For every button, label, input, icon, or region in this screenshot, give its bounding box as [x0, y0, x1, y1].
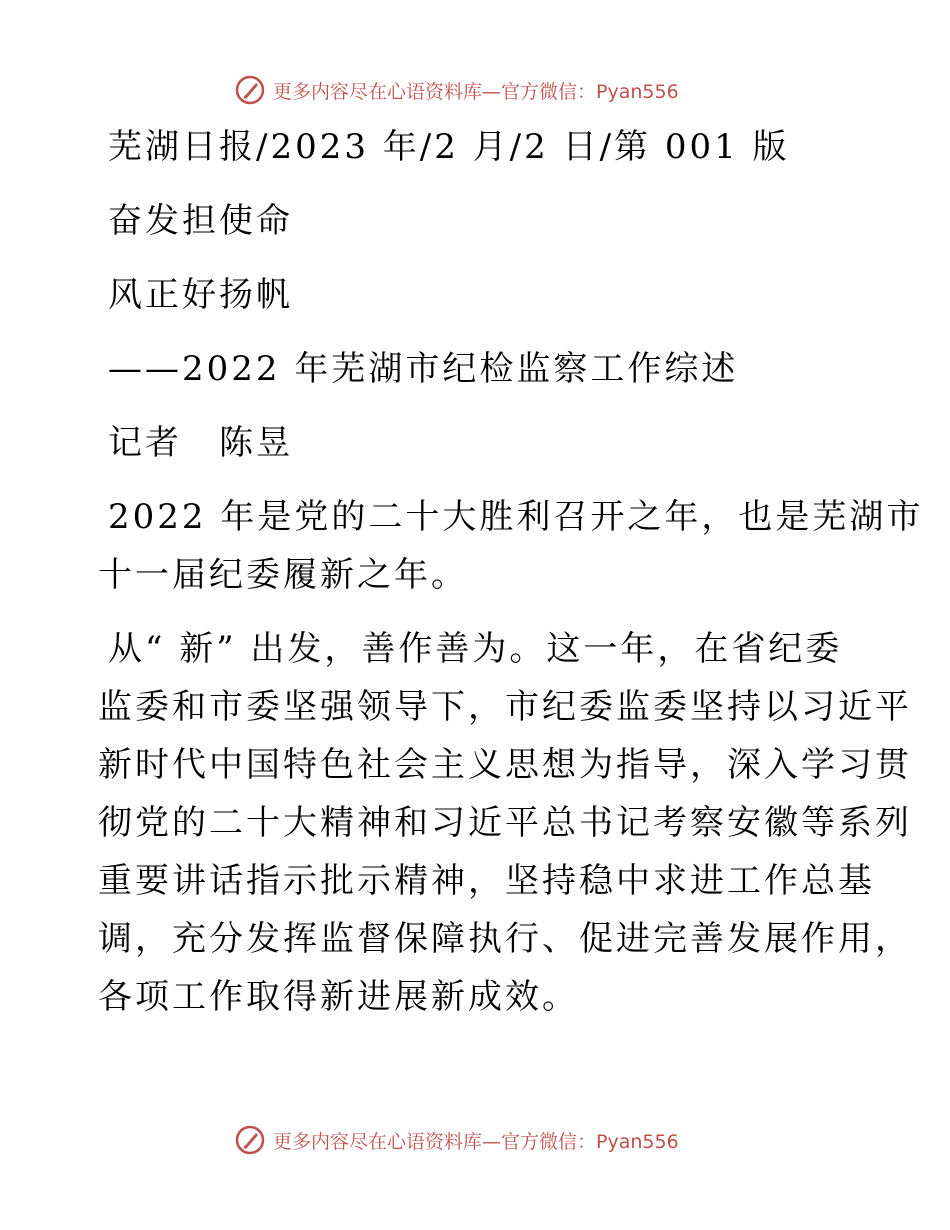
- header-watermark: [235, 72, 679, 108]
- paragraph-2-line-6: 调，充分发挥监督保障执行、促进完善发展作用，: [98, 919, 912, 959]
- paragraph-1-line-1: 2022 年是党的二十大胜利召开之年，也是芜湖市: [108, 497, 924, 537]
- paragraph-2-line-3: 新时代中国特色社会主义思想为指导，深入学习贯: [98, 745, 912, 785]
- paragraph-2-line-1: 从“ 新” 出发，善作善为。这一年，在省纪委: [108, 629, 843, 669]
- headline-line-2: 风正好扬帆: [108, 275, 293, 315]
- quill-logo-icon: [235, 75, 265, 105]
- paragraph-2-line-7: 各项工作取得新进展新成效。: [98, 977, 579, 1017]
- quill-logo-icon: [235, 1125, 265, 1155]
- footer-watermark: [235, 1122, 679, 1158]
- paragraph-2-line-4: 彻党的二十大精神和习近平总书记考察安徽等系列: [98, 803, 912, 843]
- subtitle: ——2022 年芜湖市纪检监察工作综述: [108, 349, 739, 389]
- watermark-text: 更多内容尽在心语资料库—官方微信：Pyan556: [273, 80, 679, 103]
- watermark-text: 更多内容尽在心语资料库—官方微信：Pyan556: [273, 1130, 679, 1153]
- dateline: 芜湖日报/2023 年/2 月/2 日/第 001 版: [108, 127, 790, 167]
- headline-line-1: 奋发担使命: [108, 201, 293, 241]
- paragraph-2-line-5: 重要讲话指示批示精神，坚持稳中求进工作总基: [98, 861, 875, 901]
- paragraph-1-line-2: 十一届纪委履新之年。: [98, 555, 468, 595]
- paragraph-2-line-2: 监委和市委坚强领导下，市纪委监委坚持以习近平: [98, 687, 912, 727]
- byline: 记者 陈昱: [108, 423, 293, 463]
